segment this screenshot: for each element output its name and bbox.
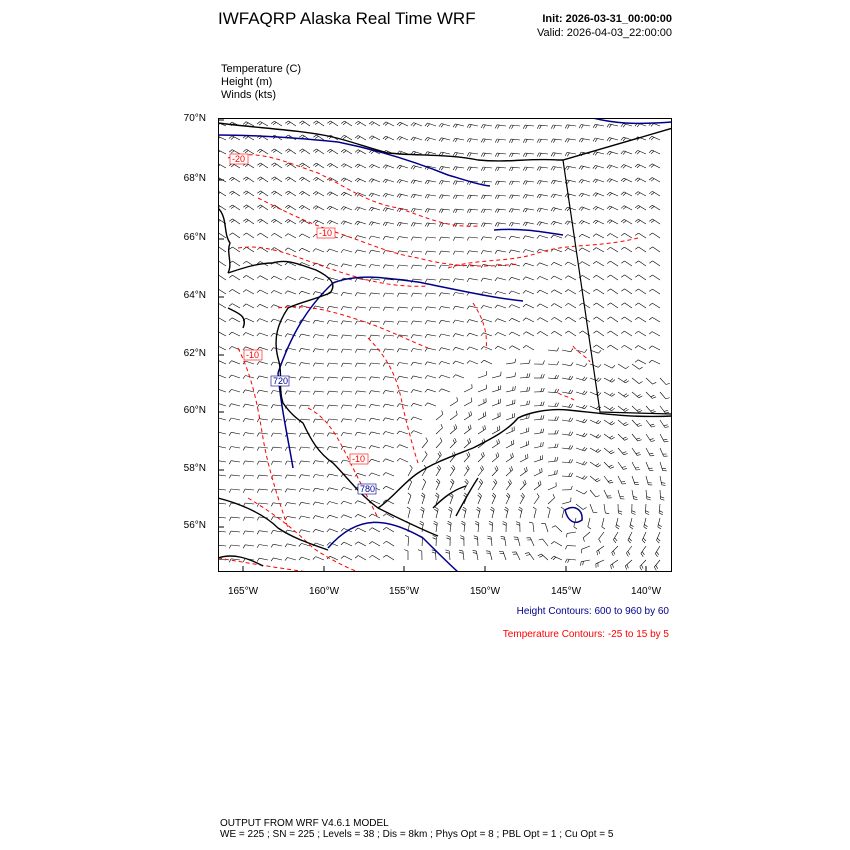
lat-label-62n: 62°N: [183, 348, 206, 359]
lon-label-145w: 145°W: [550, 586, 582, 597]
lon-label-140w: 140°W: [630, 586, 662, 597]
valid-time: Valid: 2026-04-03_22:00:00: [537, 27, 672, 39]
map-title: IWFAQRP Alaska Real Time WRF: [218, 9, 476, 28]
contour-labels: [230, 154, 376, 494]
temp-label-1: -20: [232, 154, 246, 164]
temp-label-2: -10: [319, 228, 333, 238]
field-winds: Winds (kts): [221, 89, 276, 101]
us-canada-border: [563, 160, 672, 414]
coastlines: [218, 123, 672, 566]
lon-label-165w: 165°W: [227, 586, 259, 597]
wrf-map: [218, 118, 672, 572]
lat-label-68n: 68°N: [183, 173, 206, 184]
axis-ticks: [218, 120, 646, 572]
lon-label-160w: 160°W: [308, 586, 340, 597]
wind-barbs: [218, 121, 670, 571]
init-time: Init: 2026-03-31_00:00:00: [542, 13, 672, 25]
model-params: WE = 225 ; SN = 225 ; Levels = 38 ; Dis = 8km ; Phys Opt = 8 ; PBL Opt = 1 ; Cu Opt = 5: [220, 829, 614, 840]
height-contour-info: Height Contours: 600 to 960 by 60: [516, 606, 669, 617]
height-label-1: 720: [273, 376, 289, 386]
lat-label-58n: 58°N: [183, 463, 206, 474]
model-info: OUTPUT FROM WRF V4.6.1 MODEL: [220, 818, 389, 829]
lon-label-150w: 150°W: [469, 586, 501, 597]
field-height: Height (m): [221, 76, 273, 88]
lat-label-60n: 60°N: [183, 405, 206, 416]
field-temperature: Temperature (C): [221, 63, 302, 75]
temperature-contour-info: Temperature Contours: -25 to 15 by 5: [502, 629, 669, 640]
lat-label-64n: 64°N: [183, 290, 206, 301]
lat-label-56n: 56°N: [183, 520, 206, 531]
lon-label-155w: 155°W: [388, 586, 420, 597]
temp-label-3: -10: [246, 350, 260, 360]
temp-label-4: -10: [352, 454, 366, 464]
lat-label-70n: 70°N: [183, 113, 206, 124]
height-label-2: 780: [360, 484, 376, 494]
lat-label-66n: 66°N: [183, 232, 206, 243]
